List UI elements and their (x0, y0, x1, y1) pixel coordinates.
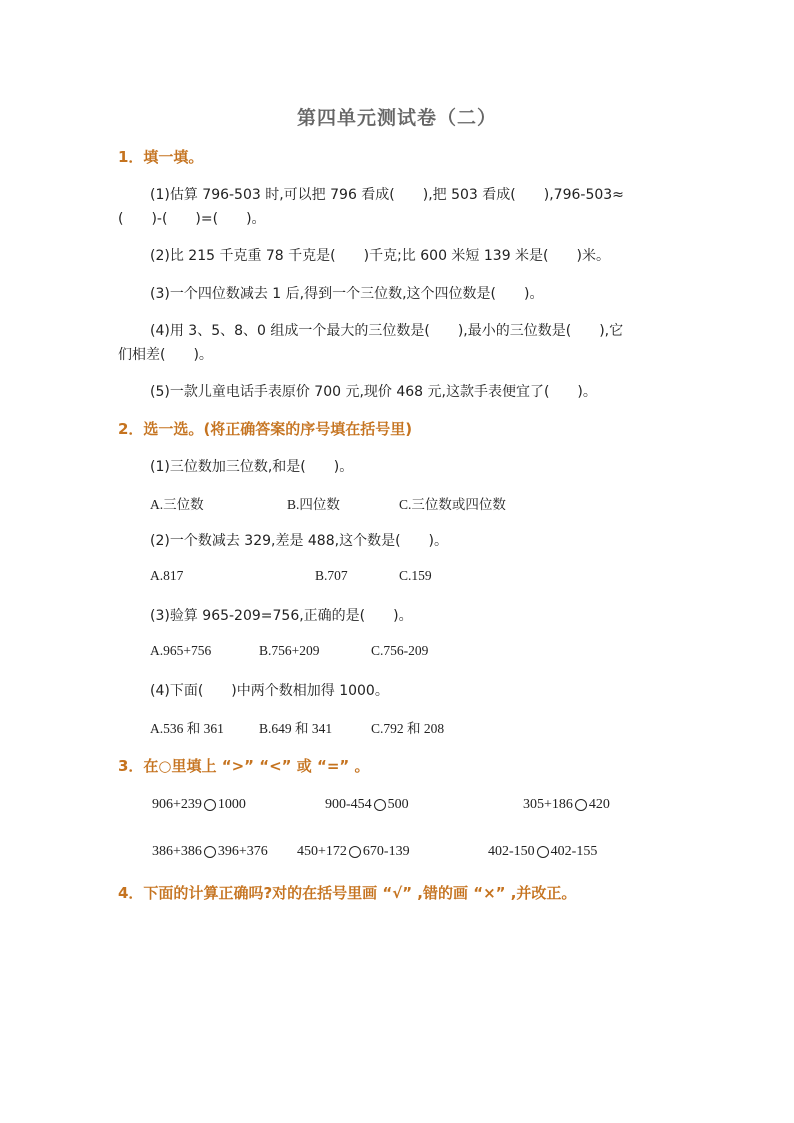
answer-circle-icon[interactable] (349, 846, 361, 858)
comparison-right: 670-139 (362, 844, 410, 859)
choice-4-option-b: B.649 和 341 (259, 721, 333, 736)
comparison-left: 450+172 (297, 844, 347, 859)
comparison-left: 305+186 (523, 797, 573, 812)
section-3-heading: 3．在○里填上 “>” “<” 或 “=” 。 (118, 757, 370, 775)
fill-question-1: (1)估算 796-503 时,可以把 796 看成( ),把 503 看成( ),796-503≈ (150, 187, 624, 203)
choice-question-4: (4)下面( )中两个数相加得 1000。 (150, 683, 389, 699)
choice-2-option-a: A.817 (150, 568, 184, 583)
fill-question-2: (2)比 215 千克重 78 千克是( )千克;比 600 米短 139 米是( )米。 (150, 248, 610, 264)
comparison-item (523, 797, 610, 813)
page-title: 第四单元测试卷（二） (296, 107, 497, 129)
section-1-heading: 1．填一填。 (118, 148, 204, 166)
fill-question-4-continued: 们相差( )。 (118, 347, 213, 363)
choice-3-option-a: A.965+756 (150, 643, 212, 658)
comparison-left: 386+386 (152, 844, 202, 859)
answer-circle-icon[interactable] (575, 799, 587, 811)
comparison-item (152, 844, 268, 860)
choice-4-option-a: A.536 和 361 (150, 721, 224, 736)
fill-question-3: (3)一个四位数减去 1 后,得到一个三位数,这个四位数是( )。 (150, 286, 544, 302)
comparison-right: 420 (588, 797, 610, 812)
comparison-right: 396+376 (217, 844, 268, 859)
choice-3-option-b: B.756+209 (259, 643, 320, 658)
choice-question-2: (2)一个数减去 329,差是 488,这个数是( )。 (150, 533, 448, 549)
comparison-left: 900-454 (325, 797, 372, 812)
comparison-item (325, 797, 409, 813)
section-4-heading: 4．下面的计算正确吗?对的在括号里画 “√” ,错的画 “×” ,并改正。 (118, 884, 577, 902)
choice-2-option-b: B.707 (315, 568, 348, 583)
choice-question-3: (3)验算 965-209=756,正确的是( )。 (150, 608, 413, 624)
comparison-item (488, 844, 597, 860)
answer-circle-icon[interactable] (374, 799, 386, 811)
fill-question-4: (4)用 3、5、8、0 组成一个最大的三位数是( ),最小的三位数是( ),它 (150, 323, 624, 339)
answer-circle-icon[interactable] (204, 799, 216, 811)
choice-question-1: (1)三位数加三位数,和是( )。 (150, 459, 354, 475)
choice-1-option-b: B.四位数 (287, 497, 340, 512)
choice-3-option-c: C.756-209 (371, 643, 429, 658)
comparison-right: 500 (387, 797, 409, 812)
choice-2-option-c: C.159 (399, 568, 432, 583)
comparison-right: 1000 (217, 797, 246, 812)
choice-1-option-a: A.三位数 (150, 497, 204, 512)
comparison-item (152, 797, 246, 813)
answer-circle-icon[interactable] (537, 846, 549, 858)
comparison-left: 402-150 (488, 844, 535, 859)
section-2-heading: 2．选一选。(将正确答案的序号填在括号里) (118, 420, 413, 438)
choice-4-option-c: C.792 和 208 (371, 721, 445, 736)
comparison-right: 402-155 (550, 844, 598, 859)
fill-question-1-continued: ( )-( )=( )。 (118, 211, 266, 227)
answer-circle-icon[interactable] (204, 846, 216, 858)
choice-1-option-c: C.三位数或四位数 (399, 497, 506, 512)
comparison-left: 906+239 (152, 797, 202, 812)
comparison-item (297, 844, 410, 860)
fill-question-5: (5)一款儿童电话手表原价 700 元,现价 468 元,这款手表便宜了( )。 (150, 384, 597, 400)
